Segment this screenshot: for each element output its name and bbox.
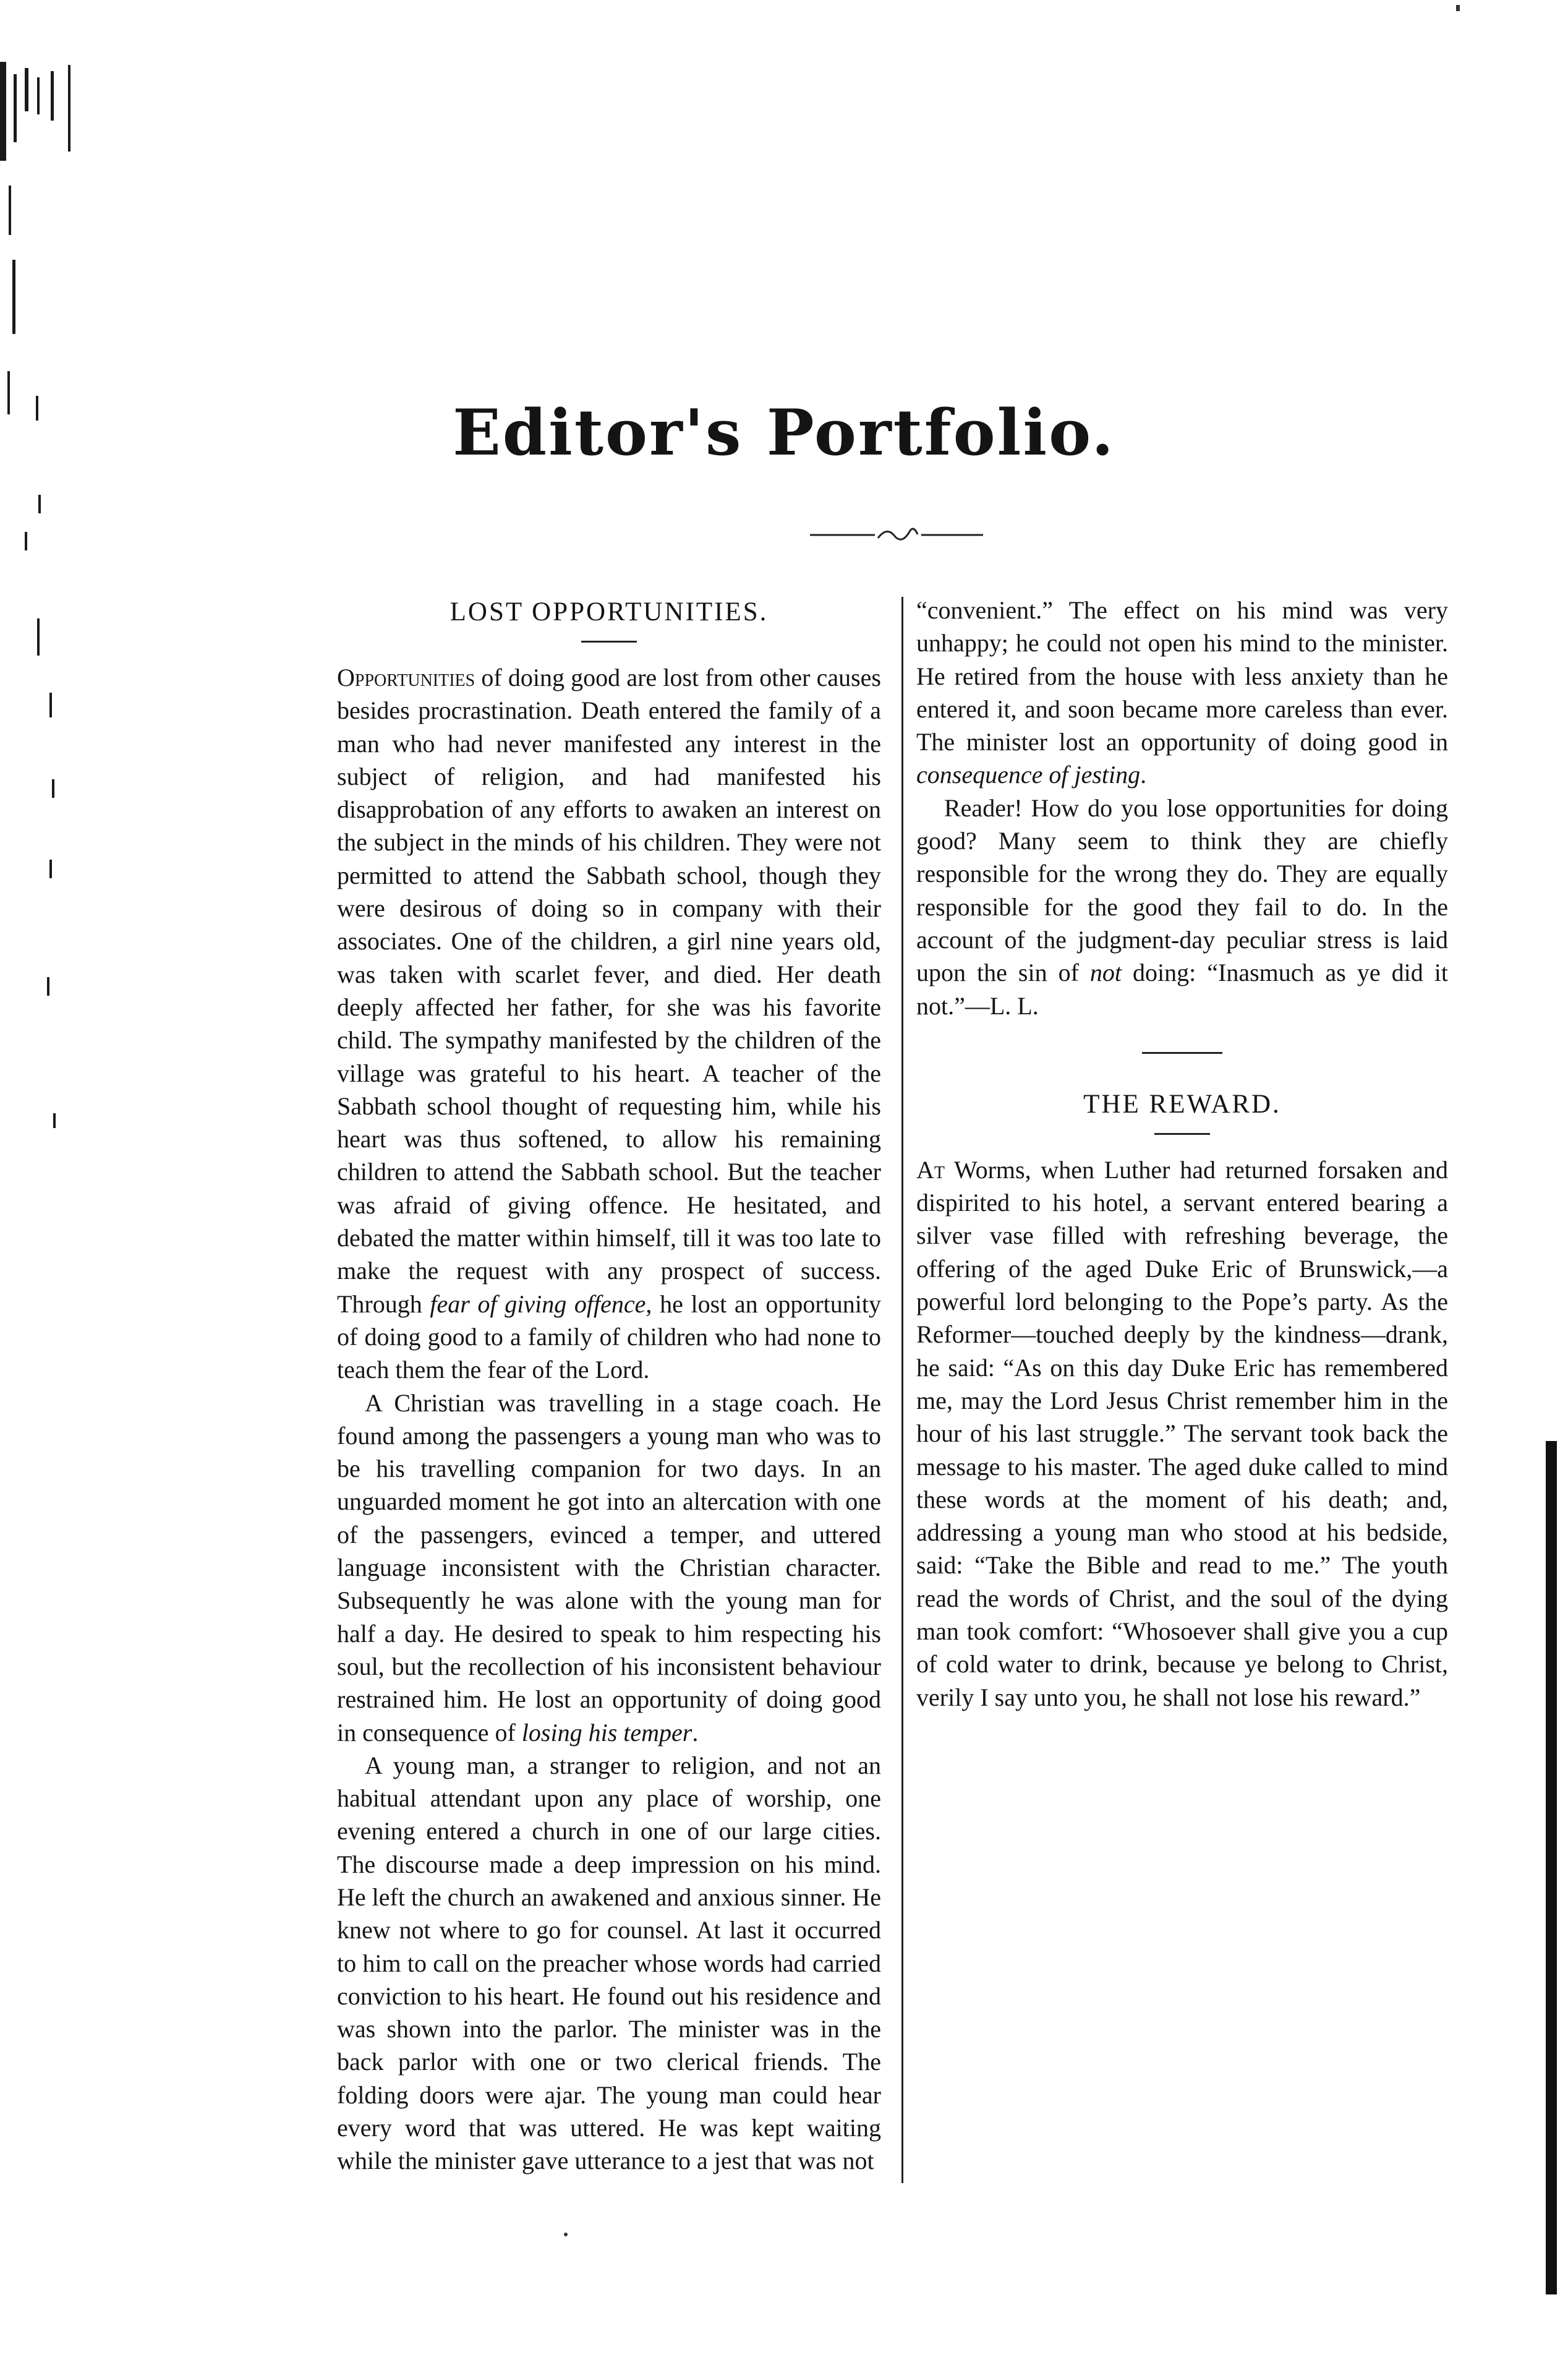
margin-bar	[1546, 1441, 1557, 2294]
paragraph-text: Reader! How do you lose opportunities for doing good? Many seem to think they are chiefly responsible for the wrong they do. They are equally responsible for the good they fail to do. In the account of the judgment-day peculiar stress is laid upon the sin of	[916, 793, 1448, 987]
paragraph-4	[916, 792, 1448, 1022]
paragraph-text: .	[692, 1718, 699, 1747]
emphasis: fear of giving offence	[430, 1289, 646, 1318]
paragraph-text: “convenient.” The effect on his mind was very unhappy; he could not open his mind to the minister. He retired from the house with less anxiety than he entered it, and soon became more careless than ever. The minister lost an opportunity of doing good in	[916, 596, 1448, 756]
article-heading-lost-opportunities: LOST OPPORTUNITIES.	[450, 597, 769, 626]
paragraph-text: .	[1140, 761, 1147, 789]
article-heading-the-reward: THE REWARD.	[1083, 1089, 1281, 1119]
emphasis: not	[1089, 959, 1122, 987]
paragraph-text: A young man, a stranger to religion, and not an habitual attendant upon any place of worship, one evening entered a church in one of our large cities. The discourse made a deep impression on his mind. He left the church an awakened and anxious sinner. He knew not where to go for counsel. At last it occurred to him to call on the preacher whose words had carried conviction to his heart. He found out his residence and was shown into the parlor. The minister was in the back parlor with one or two clerical friends. The folding doors were ajar. The young man could hear every word that was uttered. He was kept waiting while the minister gave utterance to a jest that was not	[337, 1751, 881, 2175]
section-rule	[1142, 1052, 1222, 1054]
paragraph-2	[337, 1387, 881, 1749]
paragraph-3	[916, 594, 1448, 792]
left-column	[337, 594, 881, 2178]
page-title: Editor's Portfolio.	[453, 396, 1115, 470]
lead-word: Opportunities	[337, 664, 475, 691]
paragraph-text: Worms, when Luther had returned forsaken and dispirited to his hotel, a servant entered bearing a silver vase filled with refreshing beverage, the offering of the aged Duke Eric of Brunswick,—a powerful lord belonging to the Pope’s party. As the Reformer—touched deeply by the kindness—drank, he said: “As on this day Duke Eric has remembered me, may the Lord Jesus Christ remember him in the hour of his last struggle.” The servant took back the message to his master. The aged duke called to mind these words at the moment of his death; and, addressing a young man who stood at his bedside, said: “Take the Bible and read to me.” The youth read the words of Christ, and the soul of the dying man took comfort: “Whosoever shall give you a cup of cold water to drink, because ye belong to Christ, verily I say unto you, he shall not lose his reward.”	[916, 1155, 1448, 1711]
lead-word: At	[916, 1155, 945, 1184]
heading-rule	[581, 641, 637, 643]
reward-paragraph	[916, 1153, 1448, 1714]
scan-edge-marks	[0, 49, 87, 1225]
paragraph-text: doing: “Inasmuch as ye did it not.”—L. L.	[916, 959, 1448, 1020]
column-divider	[901, 597, 903, 2183]
ink-dot	[564, 2233, 568, 2236]
heading-rule	[1154, 1133, 1210, 1135]
paragraph-text: A Christian was travelling in a stage coach. He found among the passengers a young man who was to be his travelling companion for two days. In an unguarded moment he got into an altercation with one of the passengers, evinced a temper, and uttered language inconsistent with the Christian character. Subsequently he was alone with the young man for half a day. He desired to speak to him respecting his soul, but the recollection of his inconsistent behaviour restrained him. He lost an opportunity of doing good in consequence of	[337, 1388, 881, 1747]
paragraph-text: , he lost an opportunity of doing good to a family of children who had none to teach them the fear of the Lord.	[337, 1289, 881, 1384]
emphasis: losing his temper	[521, 1718, 692, 1747]
right-column	[916, 594, 1448, 1714]
corner-speck	[1456, 5, 1460, 11]
paragraph-text: of doing good are lost from other causes besides procrastination. Death entered the family of a man who had never manifested any interest in the subject of religion, and had manifested his disapprobation of any efforts to awaken an interest on the subject in the minds of his children. They were not permitted to attend the Sabbath school, though they were desirous of doing so in company with their associates. One of the children, a girl nine years old, was taken with scarlet fever, and died. Her death deeply affected her father, for she was his favorite child. The sympathy manifested by the children of the village was grateful to his heart. A teacher of the Sabbath school thought of requesting him, while his heart was thus softened, to allow his remaining children to attend the Sabbath school. But the teacher was afraid of giving offence. He hesitated, and debated the matter within himself, till it was too late to make the request with any prospect of success. Through	[337, 664, 881, 1318]
paragraph-1	[337, 661, 881, 1387]
title-ornament	[804, 526, 989, 544]
paragraph-3	[337, 1749, 881, 2178]
emphasis: consequence of jesting	[916, 761, 1141, 789]
